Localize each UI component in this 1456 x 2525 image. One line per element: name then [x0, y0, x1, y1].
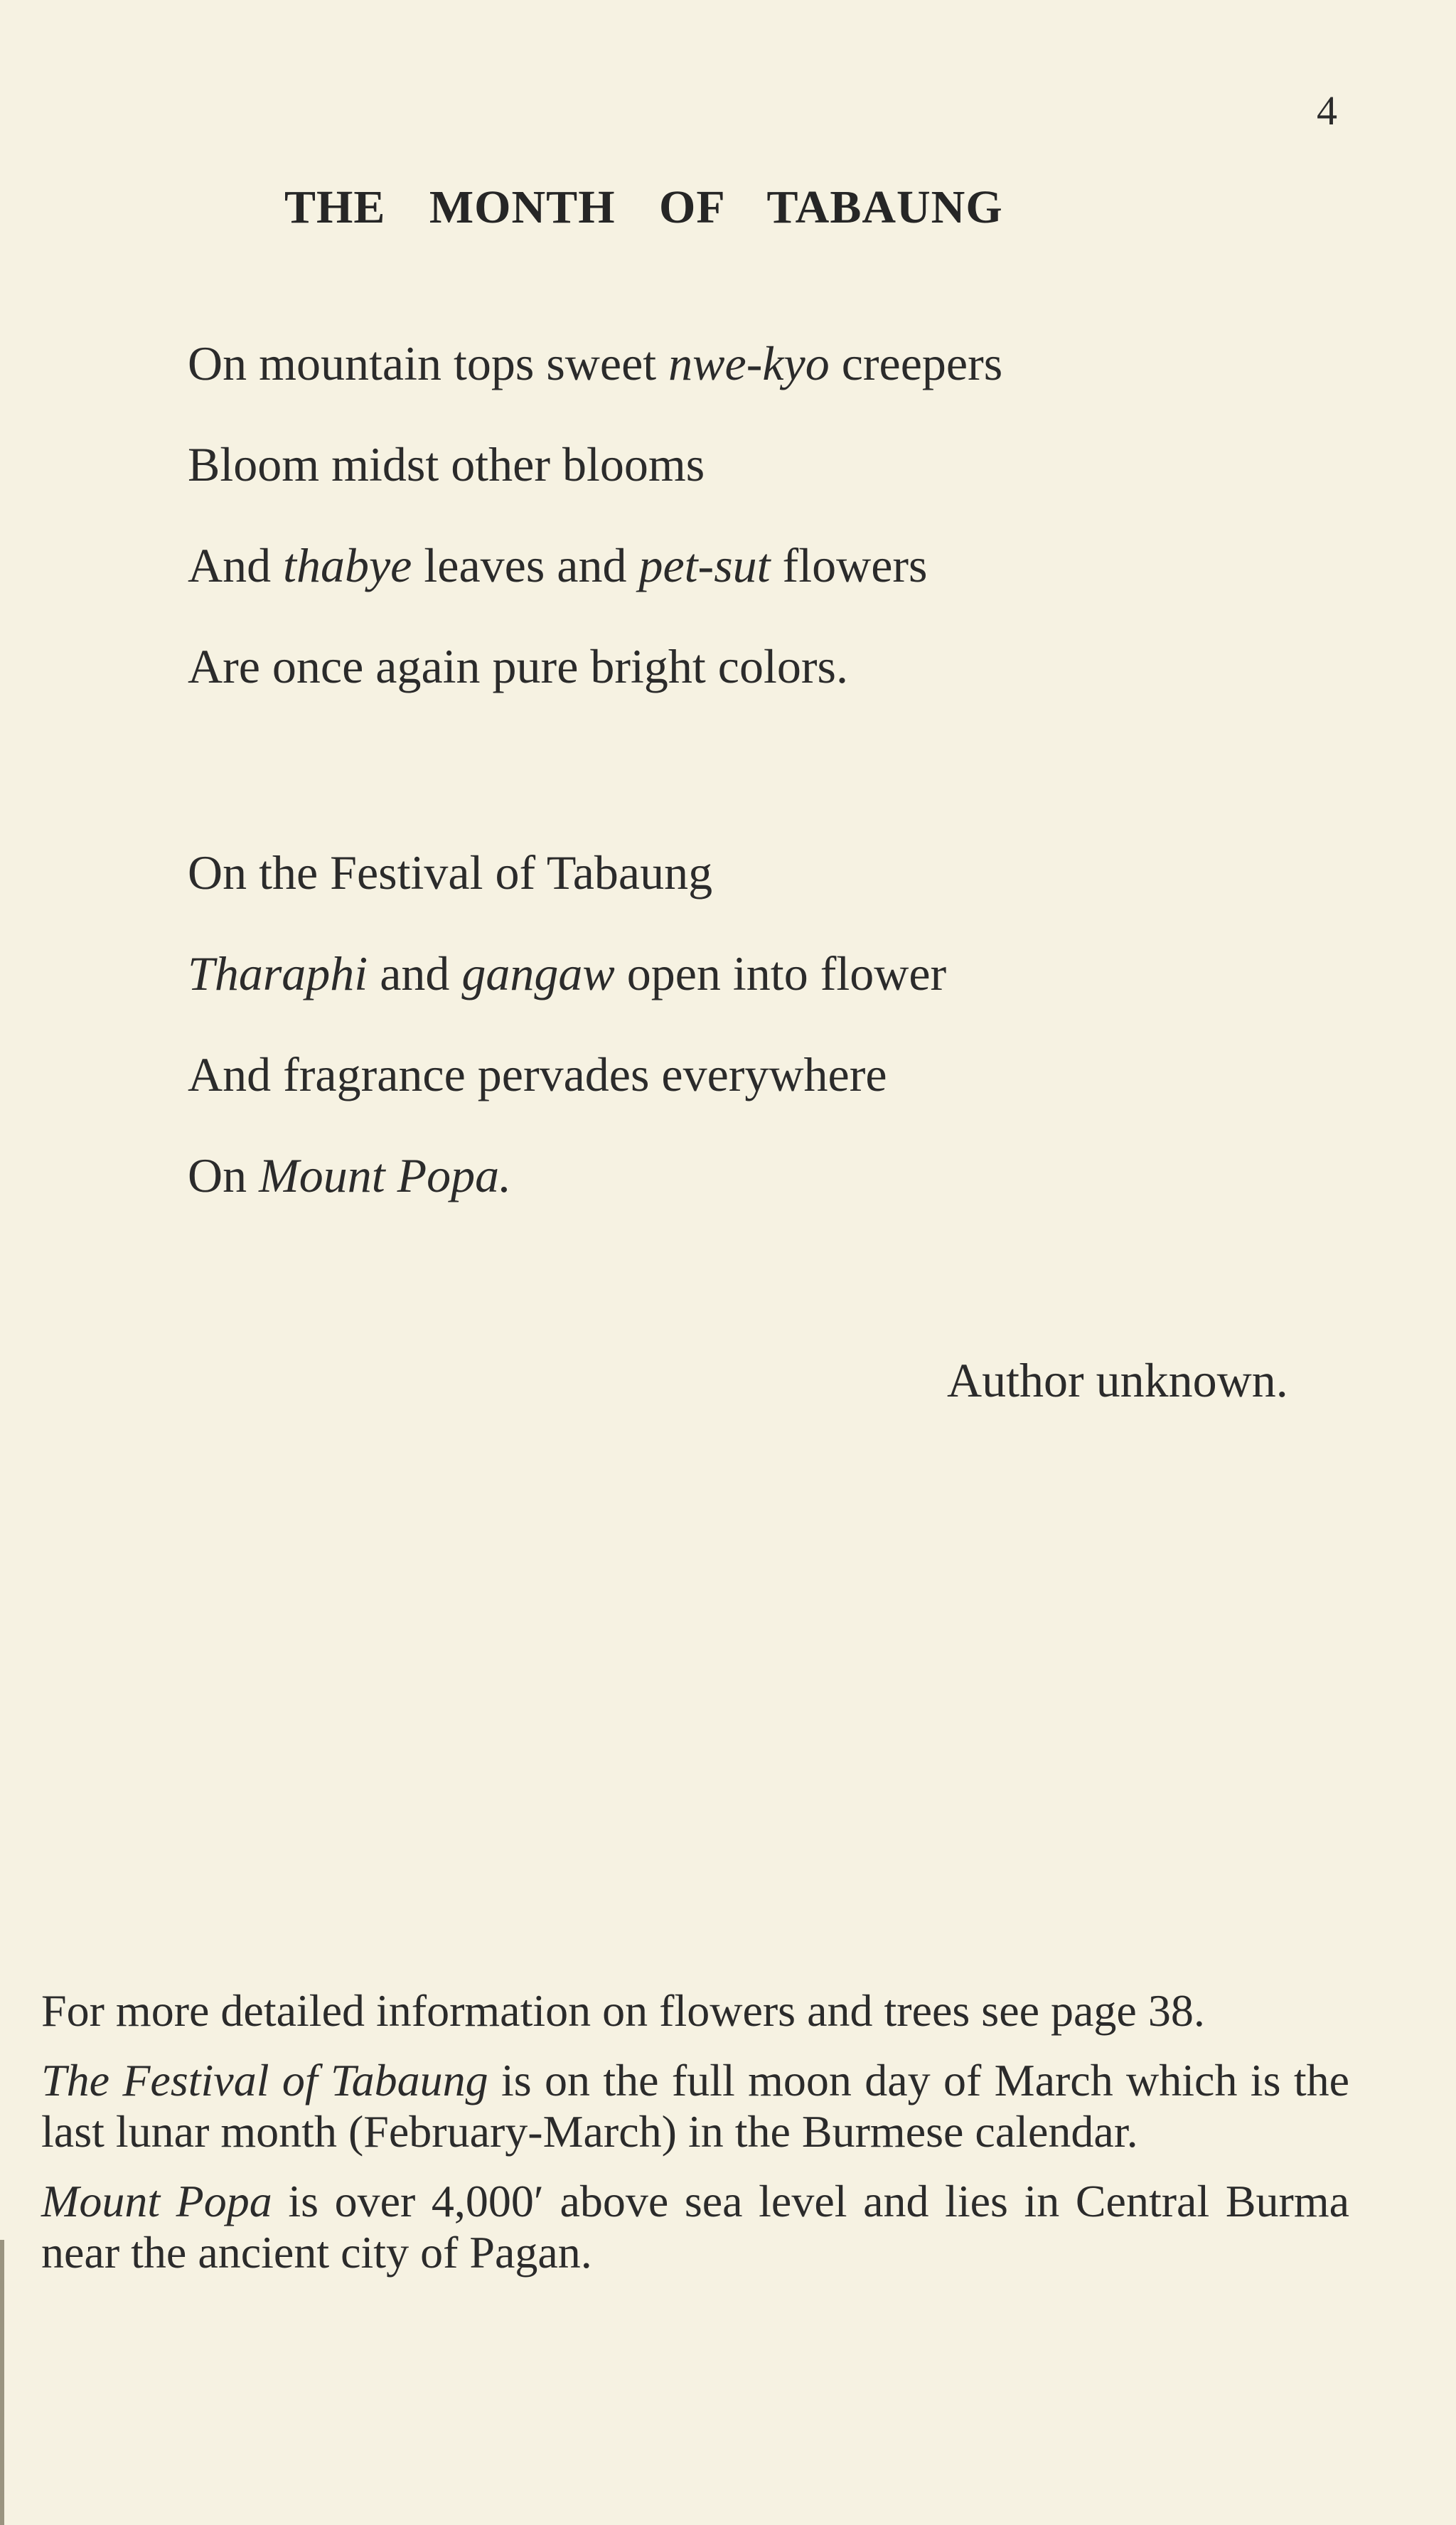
page-edge-shadow — [0, 2240, 4, 2525]
footnote-festival: The Festival of Tabaung is on the full moon day of March which is the last lunar month (February-March) in the Burmese calendar. — [41, 2055, 1350, 2157]
poem-line-4: Are once again pure bright colors. — [188, 639, 848, 693]
poem-line-1: On mountain tops sweet nwe-kyo creepers — [188, 336, 1003, 390]
page-title: THE MONTH OF TABAUNG — [284, 181, 1003, 233]
poem-line-5: On the Festival of Tabaung — [188, 845, 713, 900]
footnote-mount-popa: Mount Popa is over 4,000′ above sea level and lies in Central Burma near the ancient city of Pagan. — [41, 2176, 1350, 2278]
page-number: 4 — [1317, 87, 1337, 134]
poem-line-7: And fragrance pervades everywhere — [188, 1047, 887, 1101]
footnote-flowers: For more detailed information on flowers and trees see page 38. — [41, 1985, 1205, 2036]
poem-line-2: Bloom midst other blooms — [188, 437, 705, 491]
poem-line-6: Tharaphi and gangaw open into flower — [188, 946, 947, 1000]
poem-line-3: And thabye leaves and pet-sut flowers — [188, 538, 928, 592]
footnotes — [41, 1985, 1349, 2297]
poem-attribution: Author unknown. — [947, 1353, 1288, 1407]
poem-line-8: On Mount Popa. — [188, 1148, 512, 1202]
